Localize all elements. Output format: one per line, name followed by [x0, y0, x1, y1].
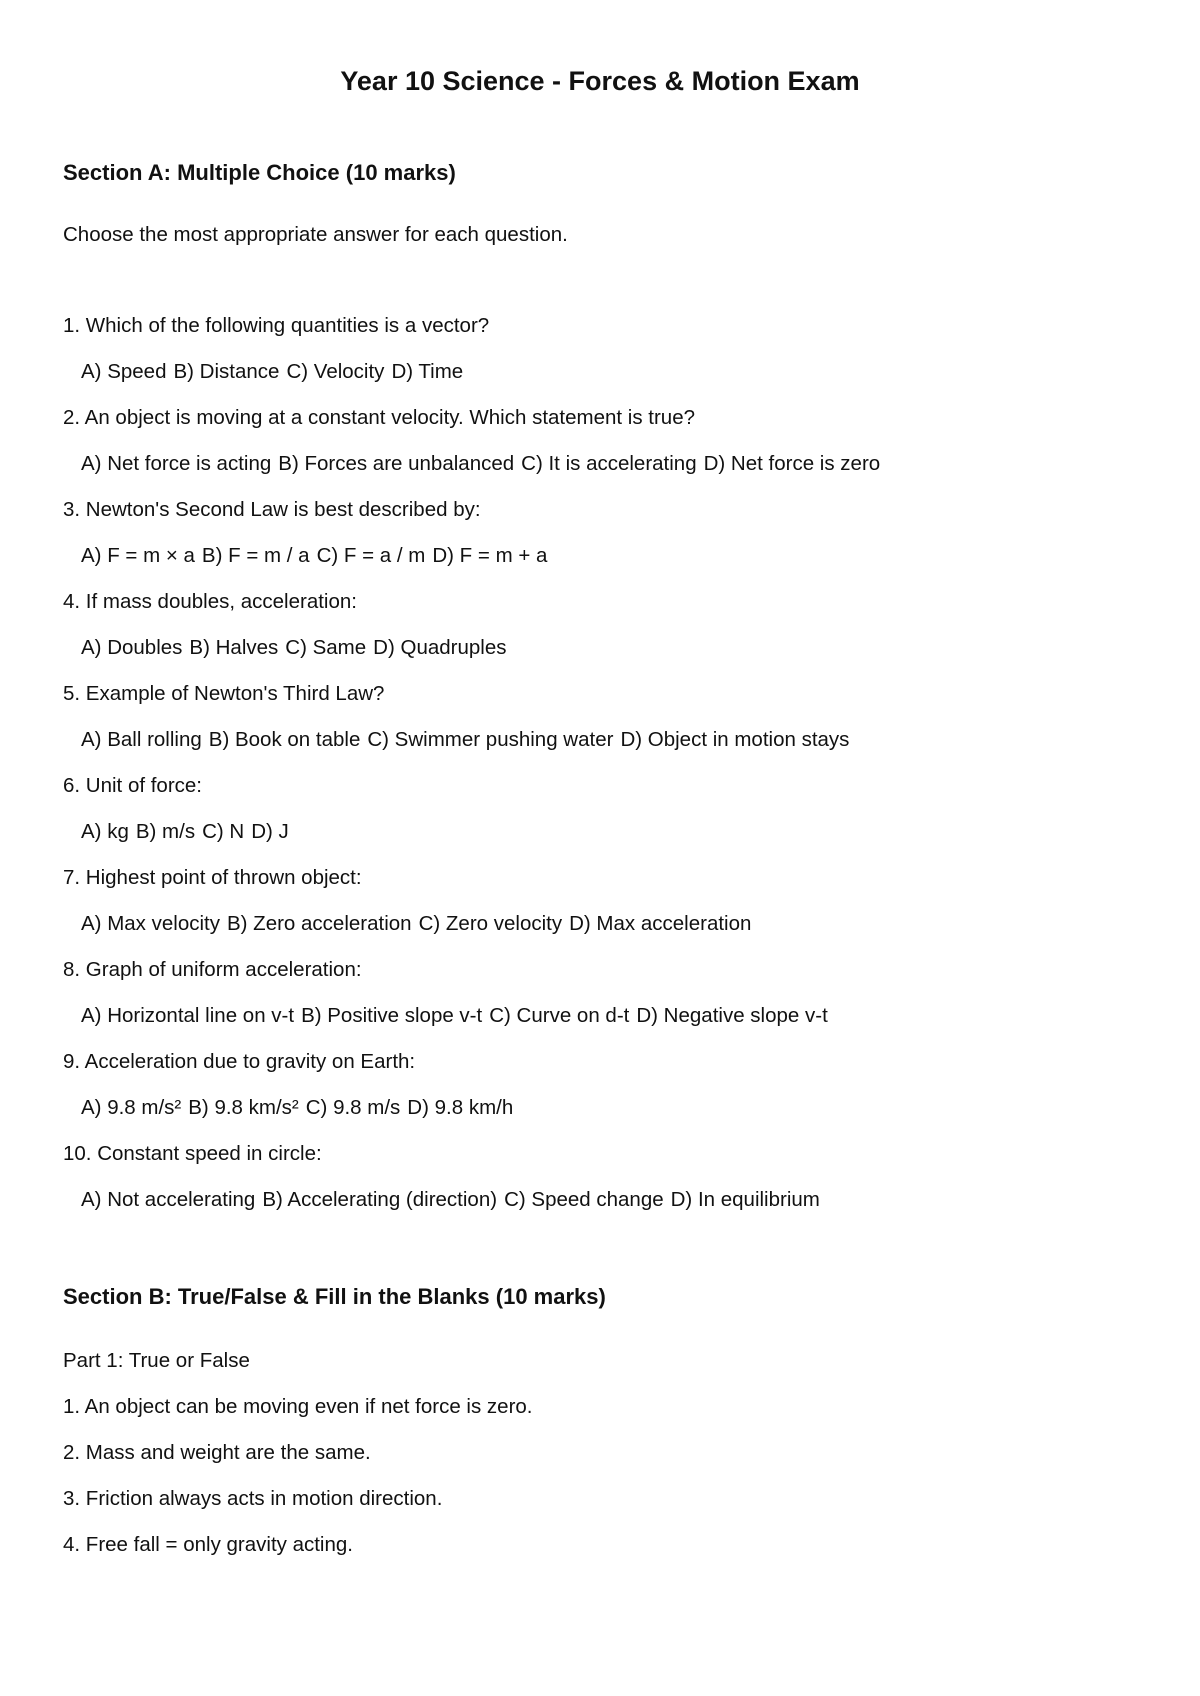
option-c: C) Velocity — [286, 360, 385, 383]
option-b: B) Zero acceleration — [226, 912, 412, 935]
option-a: A) kg — [81, 820, 129, 843]
section-a-heading: Section A: Multiple Choice (10 marks) — [63, 160, 456, 185]
statement-4: 4. Free fall = only gravity acting. — [63, 1533, 353, 1556]
statement-1: 1. An object can be moving even if net force is zero. — [63, 1395, 533, 1418]
option-d: D) In equilibrium — [670, 1188, 820, 1211]
question-4: 4. If mass doubles, acceleration: — [63, 590, 357, 613]
question-8: 8. Graph of uniform acceleration: — [63, 958, 362, 981]
question-3: 3. Newton's Second Law is best described by: — [63, 498, 481, 521]
question-3-options — [81, 544, 547, 568]
option-b: B) Halves — [189, 636, 279, 659]
option-d: D) Object in motion stays — [620, 728, 850, 751]
question-8-options — [81, 1004, 828, 1028]
option-d: D) 9.8 km/h — [407, 1096, 514, 1119]
option-b: B) Positive slope v-t — [301, 1004, 483, 1027]
option-c: C) F = a / m — [316, 544, 426, 567]
question-6-options — [81, 820, 289, 844]
option-b: B) m/s — [135, 820, 196, 843]
section-a-instructions: Choose the most appropriate answer for each question. — [63, 223, 568, 246]
option-a: A) Speed — [81, 360, 167, 383]
option-d: D) F = m + a — [432, 544, 548, 567]
section-b-heading: Section B: True/False & Fill in the Blanks (10 marks) — [63, 1284, 606, 1309]
question-1: 1. Which of the following quantities is a vector? — [63, 314, 490, 337]
option-c: C) Same — [285, 636, 367, 659]
question-2-options — [81, 452, 880, 476]
question-5: 5. Example of Newton's Third Law? — [63, 682, 385, 705]
statement-3: 3. Friction always acts in motion direction. — [63, 1487, 443, 1510]
option-c: C) N — [202, 820, 245, 843]
statement-2: 2. Mass and weight are the same. — [63, 1441, 371, 1464]
question-7: 7. Highest point of thrown object: — [63, 866, 362, 889]
option-c: C) Curve on d-t — [489, 1004, 630, 1027]
option-a: A) Horizontal line on v-t — [81, 1004, 295, 1027]
option-a: A) Max velocity — [81, 912, 220, 935]
option-b: B) Book on table — [208, 728, 361, 751]
question-2: 2. An object is moving at a constant velocity. Which statement is true? — [63, 406, 696, 429]
option-d: D) Negative slope v-t — [636, 1004, 828, 1027]
question-10: 10. Constant speed in circle: — [63, 1142, 322, 1165]
exam-title: Year 10 Science - Forces & Motion Exam — [340, 66, 860, 96]
option-d: D) Time — [391, 360, 464, 383]
option-c: C) Zero velocity — [418, 912, 563, 935]
question-4-options — [81, 636, 506, 660]
question-9-options — [81, 1096, 513, 1120]
option-b: B) F = m / a — [201, 544, 310, 567]
question-10-options — [81, 1188, 820, 1212]
option-d: D) J — [251, 820, 289, 843]
question-1-options — [81, 360, 463, 384]
option-c: C) Swimmer pushing water — [367, 728, 614, 751]
option-a: A) Not accelerating — [81, 1188, 256, 1211]
option-c: C) It is accelerating — [521, 452, 697, 475]
option-a: A) Net force is acting — [81, 452, 272, 475]
option-b: B) Forces are unbalanced — [278, 452, 515, 475]
option-a: A) 9.8 m/s² — [81, 1096, 182, 1119]
part-1-label: Part 1: True or False — [63, 1349, 250, 1372]
option-b: B) Distance — [173, 360, 280, 383]
option-c: C) 9.8 m/s — [305, 1096, 401, 1119]
option-d: D) Net force is zero — [703, 452, 881, 475]
question-9: 9. Acceleration due to gravity on Earth: — [63, 1050, 416, 1073]
option-a: A) Doubles — [81, 636, 183, 659]
option-c: C) Speed change — [504, 1188, 664, 1211]
option-d: D) Quadruples — [373, 636, 507, 659]
question-5-options — [81, 728, 849, 752]
question-6: 6. Unit of force: — [63, 774, 203, 797]
option-b: B) Accelerating (direction) — [262, 1188, 498, 1211]
option-b: B) 9.8 km/s² — [188, 1096, 299, 1119]
option-a: A) F = m × a — [81, 544, 195, 567]
option-d: D) Max acceleration — [569, 912, 752, 935]
question-7-options — [81, 912, 751, 936]
option-a: A) Ball rolling — [81, 728, 202, 751]
